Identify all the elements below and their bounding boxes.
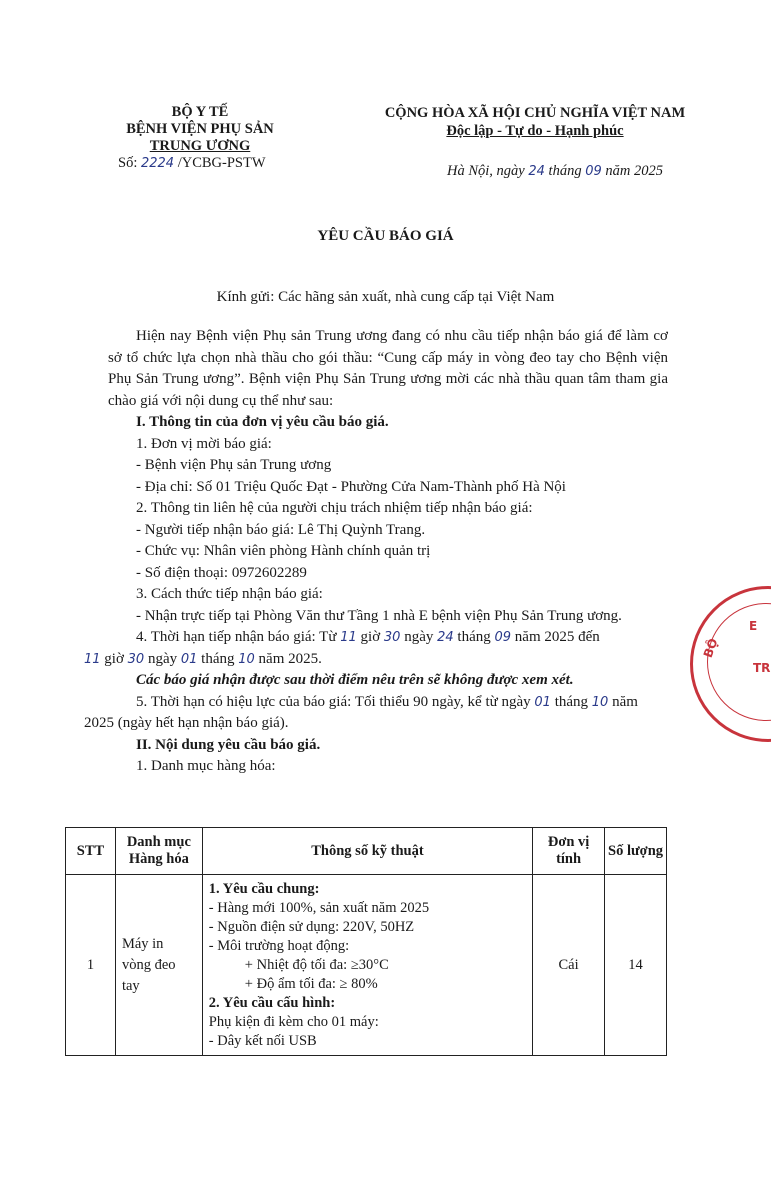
stamp-text-2: E <box>749 619 758 633</box>
unit-address: - Địa chỉ: Số 01 Triệu Quốc Đạt - Phường Cửa Nam-Thành phố Hà Nội <box>136 478 566 495</box>
item4-hour-start: 11 <box>340 630 357 645</box>
stamp-text-3: TR <box>753 661 771 675</box>
item4-day-start: 24 <box>437 630 454 645</box>
row-item-name <box>115 875 202 1056</box>
item4-hour-end: 11 <box>84 651 101 667</box>
spec-line: + Độ ẩm tối đa: ≥ 80% <box>244 976 378 992</box>
section2-heading: II. Nội dung yêu cầu báo giá. <box>136 736 321 753</box>
header-item-name-line1: Danh mục <box>126 834 191 850</box>
row-quantity: 14 <box>605 875 667 1056</box>
row-item-name-line3: tay <box>121 977 140 994</box>
recipient-line: Kính gửi: Các hãng sản xuất, nhà cung cấp tại Việt Nam <box>216 289 555 305</box>
section1-item4 <box>108 627 668 649</box>
document-body <box>84 326 668 778</box>
section1-item2: 2. Thông tin liên hệ của người chịu trách nhiệm tiếp nhận báo giá: <box>136 500 533 516</box>
document-date <box>370 162 700 181</box>
section1-item3: 3. Cách thức tiếp nhận báo giá: <box>136 586 323 602</box>
receive-method: - Nhận trực tiếp tại Phòng Văn thư Tầng 1 nhà E bệnh viện Phụ Sản Trung ương. <box>136 607 622 624</box>
stamp-text-1: BỘ <box>700 636 721 660</box>
receiver-phone: - Số điện thoại: 0972602289 <box>136 564 307 581</box>
number-suffix: /YCBG-PSTW <box>174 155 266 171</box>
header-item-name <box>115 828 202 875</box>
spec-heading-config: 2. Yêu cầu cấu hình: <box>208 995 336 1011</box>
spec-line: - Nguồn điện sử dụng: 220V, 50HZ <box>208 919 415 935</box>
national-header <box>370 104 700 181</box>
row-spec <box>202 875 532 1056</box>
row-stt: 1 <box>66 875 116 1056</box>
spec-line: - Dây kết nối USB <box>208 1033 317 1049</box>
spec-heading-general: 1. Yêu cầu chung: <box>208 881 320 897</box>
section1-item1: 1. Đơn vị mời báo giá: <box>136 435 272 452</box>
table-header-row <box>66 828 667 875</box>
document-title: YÊU CẦU BÁO GIÁ <box>317 228 454 244</box>
receiver-name: - Người tiếp nhận báo giá: Lê Thị Quỳnh Trang. <box>136 521 426 538</box>
item4-text-g: ngày <box>144 650 181 667</box>
header-stt: STT <box>66 828 116 875</box>
item4-month-start: 09 <box>494 630 512 645</box>
date-mid: tháng <box>544 163 586 179</box>
table-row <box>66 875 667 1056</box>
goods-table <box>65 827 667 1056</box>
row-item-name-line2: vòng đeo <box>121 956 176 973</box>
section1-heading: I. Thông tin của đơn vị yêu cầu báo giá. <box>136 414 389 430</box>
header-quantity: Số lượng <box>605 828 667 875</box>
header-item-name-line2: Hàng hóa <box>128 851 189 867</box>
intro-paragraph: Hiện nay Bệnh viện Phụ sản Trung ương đang có nhu cầu tiếp nhận báo giá để làm cơ sở tổ chức lựa chọn nhà thầu cho gói thầu: “Cung cấp máy in vòng đeo tay cho Bệnh viện Phụ Sản Trung ương”. Bệnh viện Phụ Sản Trung ương mời các nhà thầu quan tâm tham gia chào giá với nội dung cụ thể như sau: <box>108 328 668 409</box>
date-day: 24 <box>528 164 545 179</box>
red-seal-stamp <box>690 586 771 742</box>
item4-minute-start: 30 <box>383 630 401 645</box>
spec-line: + Nhiệt độ tối đa: ≥30°C <box>244 957 389 973</box>
item4-text-d: tháng <box>453 629 495 645</box>
number-prefix: Số: <box>118 155 141 171</box>
item5-day: 01 <box>534 694 551 710</box>
section1-item5 <box>108 692 668 714</box>
item4-text-e: năm 2025 đến <box>511 629 600 645</box>
item4-text-c: ngày <box>400 629 438 645</box>
spec-line: Phụ kiện đi kèm cho 01 máy: <box>208 1014 379 1030</box>
item4-minute-end: 30 <box>127 651 145 667</box>
section2-item1: 1. Danh mục hàng hóa: <box>136 758 276 774</box>
national-motto: Độc lập - Tự do - Hạnh phúc <box>446 123 624 139</box>
spec-line: - Hàng mới 100%, sản xuất năm 2025 <box>208 900 430 916</box>
item4-text-f: giờ <box>100 650 128 667</box>
header-unit <box>533 828 605 875</box>
hospital-name-line2: TRUNG ƯƠNG <box>149 138 251 154</box>
header-unit-line1: Đơn vị <box>547 834 590 850</box>
spec-line: - Môi trường hoạt động: <box>208 938 350 954</box>
date-suffix: năm 2025 <box>601 163 663 179</box>
item4-text-b: giờ <box>356 629 384 645</box>
unit-name: - Bệnh viện Phụ sản Trung ương <box>136 457 332 473</box>
item4-text-a: 4. Thời hạn tiếp nhận báo giá: Từ <box>136 629 341 645</box>
section1-item5-line2: 2025 (ngày hết hạn nhận báo giá). <box>84 715 289 731</box>
republic-name: CỘNG HÒA XÃ HỘI CHỦ NGHĨA VIỆT NAM <box>384 105 686 121</box>
ministry-name: BỘ Y TẾ <box>171 104 229 120</box>
row-item-name-line1: Máy in <box>121 935 164 952</box>
item4-text-h: tháng <box>197 650 239 667</box>
hospital-name: BỆNH VIỆN PHỤ SẢN <box>126 121 274 137</box>
header-unit-line2: tính <box>556 851 582 867</box>
document-number <box>100 155 300 172</box>
issuer-header <box>100 104 300 172</box>
late-notice: Các báo giá nhận được sau thời điểm nêu trên sẽ không được xem xét. <box>136 672 574 688</box>
section1-item4-line2 <box>84 649 668 671</box>
item4-day-end: 01 <box>180 651 198 667</box>
date-prefix: Hà Nội, ngày <box>447 163 529 179</box>
row-unit: Cái <box>533 875 605 1056</box>
item4-text-i: năm 2025. <box>254 650 322 667</box>
number-handwritten: 2224 <box>140 156 175 171</box>
date-month: 09 <box>585 164 602 179</box>
header-spec: Thông số kỹ thuật <box>202 828 532 875</box>
item5-month: 10 <box>591 694 609 710</box>
item5-text-a: 5. Thời hạn có hiệu lực của báo giá: Tối thiểu 90 ngày, kể từ ngày <box>136 693 535 710</box>
item4-month-end: 10 <box>238 651 255 667</box>
item5-text-b: tháng <box>550 693 592 710</box>
item5-text-c: năm <box>608 693 638 710</box>
receiver-position: - Chức vụ: Nhân viên phòng Hành chính quản trị <box>136 543 431 559</box>
